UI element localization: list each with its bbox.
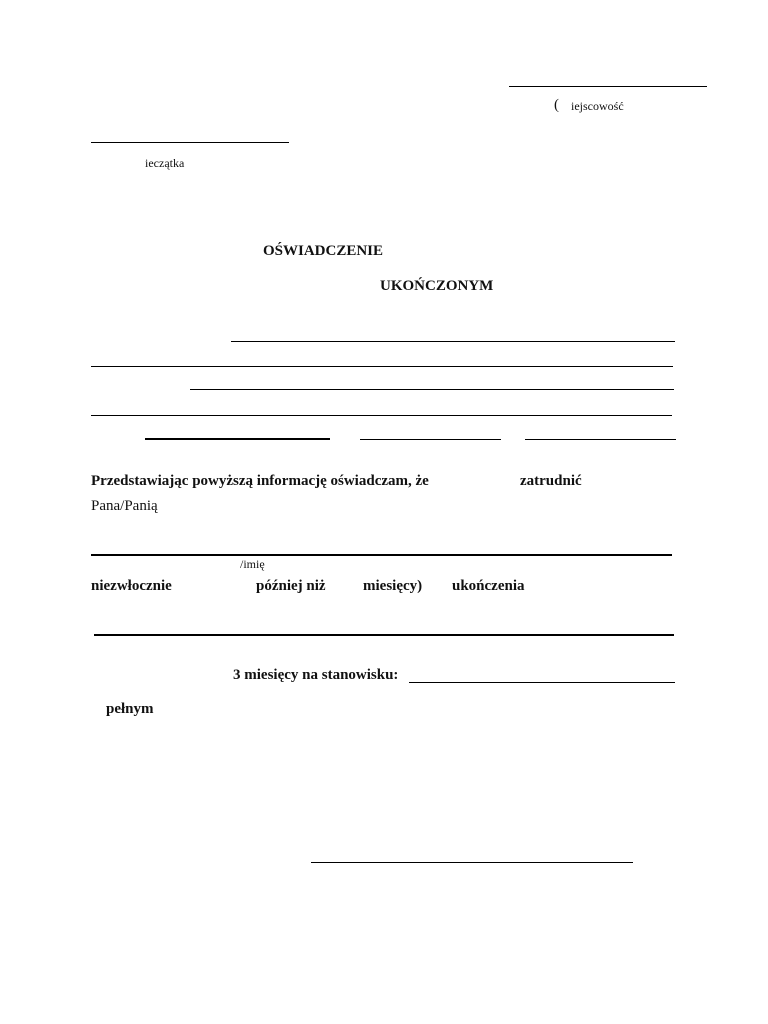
pelnym-text: pełnym <box>106 701 154 717</box>
position-line[interactable] <box>409 682 675 683</box>
place-paren: ( <box>554 97 559 113</box>
fill-line-4[interactable] <box>91 415 672 416</box>
signature-line[interactable] <box>311 862 633 863</box>
employ-word: zatrudnić <box>520 473 582 489</box>
stamp-line[interactable] <box>91 142 289 143</box>
statement-intro: Przedstawiając powyższą informację oświadczam, że <box>91 473 429 489</box>
place-label: iejscowość <box>571 99 624 113</box>
stamp-label: ieczątka <box>145 156 185 170</box>
miesiecy-text: miesięcy) <box>363 578 423 594</box>
fill-line-2[interactable] <box>91 366 673 367</box>
document-title: OŚWIADCZENIE <box>263 243 384 259</box>
imie-label: /imię <box>240 557 265 571</box>
place-date-line[interactable] <box>509 86 707 87</box>
niezwlocznie-text: niezwłocznie <box>91 578 172 594</box>
fill-line-3[interactable] <box>190 389 674 390</box>
fill-line-1[interactable] <box>231 341 675 342</box>
school-line[interactable] <box>94 634 674 636</box>
fill-line-5c[interactable] <box>525 439 676 440</box>
ukonczenia-text: ukończenia <box>452 578 525 594</box>
fill-line-5a[interactable] <box>145 438 330 440</box>
name-line[interactable] <box>91 554 672 556</box>
pozniej-niz-text: później niż <box>256 578 326 594</box>
three-months-text: 3 miesięcy na stanowisku: <box>233 667 399 683</box>
document-subtitle: UKOŃCZONYM <box>380 278 494 294</box>
pana-pania-text: Pana/Panią <box>91 498 158 514</box>
fill-line-5b[interactable] <box>360 439 501 440</box>
